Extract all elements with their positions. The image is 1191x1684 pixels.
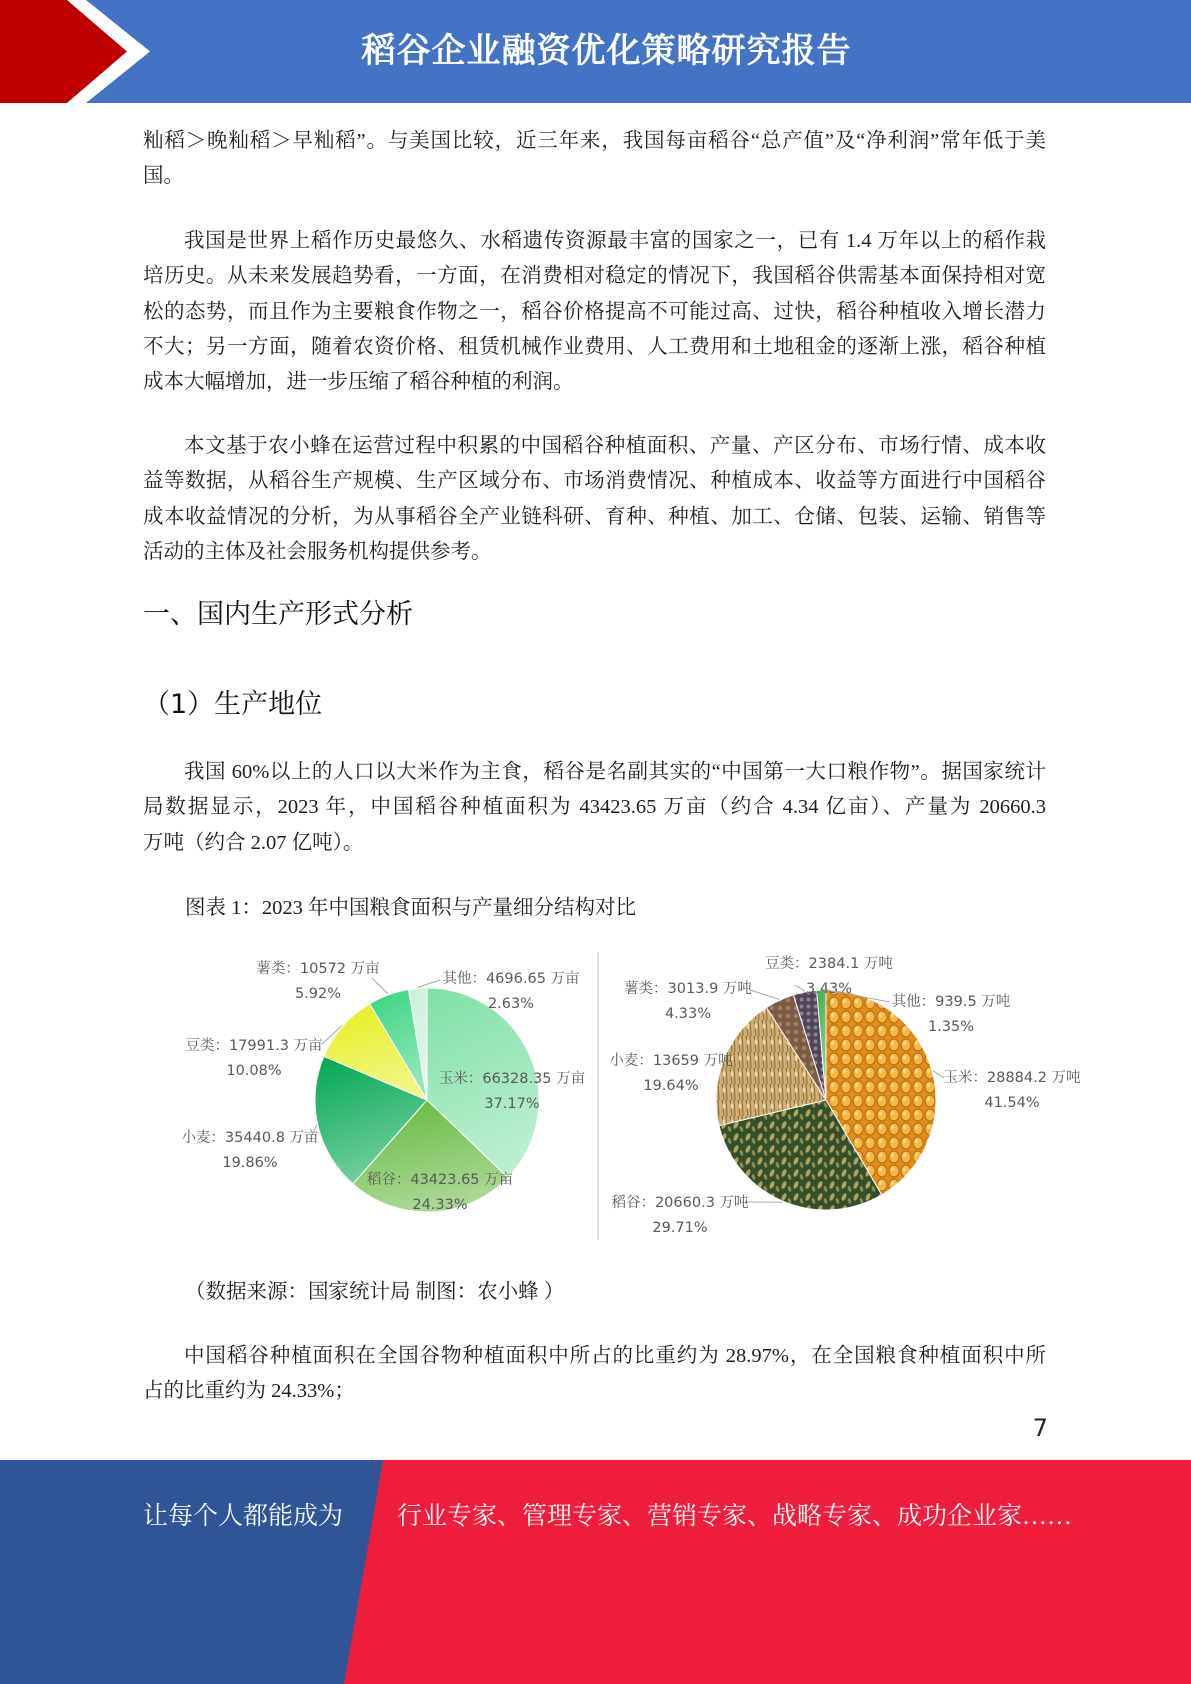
paragraph-line: 成本收益情况的分析，为从事稻谷全产业链科研、育种、种植、加工、仓储、包装、运输、销售等 [143,505,1046,528]
area-pie-leader-line-4 [372,978,388,994]
output-pie-leader-line-3 [750,990,779,999]
footer-banner [0,1460,1191,1684]
output-pie-percent-label-4: 3.43% [805,981,853,997]
paragraph-line: 我国 60%以上的人口以大米作为主食，稻谷是名副其实的“中国第一大口粮作物”。据国家统计 [184,761,1046,783]
paragraph-line: 益等数据，从稻谷生产规模、生产区域分布、市场消费情况、种植成本、收益等方面进行中国稻谷 [143,470,1046,493]
output-pie-percent-label-0: 41.54% [984,1095,1040,1111]
paragraph-line: 局数据显示，2023 年，中国稻谷种植面积为 43423.65 万亩（约合 4.34 亿亩）、产量为 20660.3 [143,796,1046,819]
area-pie-percent-label-4: 5.92% [294,986,342,1002]
area-pie-label-1: 稻谷：43423.65 万亩 [366,1172,514,1188]
area-pie-label-5: 其他：4696.65 万亩 [442,971,580,987]
figure-caption: 图表 1：2023 年中国粮食面积与产量细分结构对比 [185,897,636,919]
area-pie-percent-label-2: 19.86% [222,1155,278,1171]
paragraph-line: 松的态势，而且作为主要粮食作物之一，稻谷价格提高不可能过高、过快，稻谷种植收入增长潜力 [143,300,1046,323]
paragraph-line: 国。 [143,165,184,188]
output-pie-label-4: 豆类：2384.1 万吨 [765,956,893,972]
output-pie-leader-line-4 [795,985,805,991]
page-number: 7 [1032,1414,1048,1442]
report-title: 稻谷企业融资优化策略研究报告 [361,31,852,71]
output-pie-label-5: 其他：939.5 万吨 [891,994,1011,1010]
footer-blue-panel [0,1460,383,1684]
paragraph-line: 成本大幅增加，进一步压缩了稻谷种植的利润。 [143,371,574,394]
output-pie-percent-label-3: 4.33% [664,1006,712,1022]
area-pie-label-4: 薯类：10572 万亩 [256,961,380,977]
area-pie-percent-label-0: 37.17% [484,1096,540,1112]
paragraph-line: 占的比重约为 24.33%； [143,1380,355,1403]
subsection-heading: （1）生产地位 [143,689,323,720]
figure-source-note: （数据来源：国家统计局 制图：农小蜂 ） [185,1281,565,1303]
paragraph-line: 我国是世界上稻作历史最悠久、水稻遗传资源最丰富的国家之一，已有 1.4 万年以上的稻作栽 [184,230,1046,252]
header-banner [0,0,1191,103]
paragraph-line: 本文基于农小蜂在运营过程中积累的中国稻谷种植面积、产量、产区分布、市场行情、成本收 [184,435,1046,457]
area-pie-percent-label-1: 24.33% [412,1197,468,1213]
footer-roles-text: 行业专家、管理专家、营销专家、战略专家、成功企业家…… [397,1503,1073,1530]
paragraph-2 [143,224,1046,400]
output-pie-label-2: 小麦：13659 万吨 [609,1053,733,1069]
area-pie-leader-line-5 [418,980,440,987]
paragraph-4 [143,755,1046,861]
section-heading: 一、国内生产形式分析 [143,599,413,630]
paragraph-line: 培历史。从未来发展趋势看，一方面，在消费相对稳定的情况下，我国稻谷供需基本面保持相对宽 [143,265,1046,288]
area-pie-label-3: 豆类：17991.3 万亩 [185,1038,323,1054]
paragraph-5 [143,1339,1046,1410]
output-pie-percent-label-2: 19.64% [643,1078,699,1094]
paragraph-line: 不大；另一方面，随着农资价格、租赁机械作业费用、人工费用和土地租金的逐渐上涨，稻谷种植 [143,335,1046,358]
area-pie-label-2: 小麦：35440.8 万亩 [181,1130,319,1146]
output-pie [609,954,1080,1236]
output-pie-label-3: 薯类：3013.9 万吨 [624,981,752,997]
paragraph-line: 活动的主体及社会服务机构提供参考。 [143,540,492,563]
output-pie-label-1: 稻谷：20660.3 万吨 [611,1195,749,1211]
pie-charts-figure [0,940,1191,1250]
paragraph-line: 万吨（约合 2.07 亿吨）。 [143,831,364,854]
paragraph-line: 籼稻＞晚籼稻＞早籼稻”。与美国比较，近三年来，我国每亩稻谷“总产值”及“净利润”常年低于美 [143,130,1046,152]
area-pie [181,959,585,1213]
paragraph-3 [143,429,1046,570]
paragraph-line: 中国稻谷种植面积在全国谷物种植面积中所占的比重约为 28.97%，在全国粮食种植面积中所 [184,1345,1046,1367]
output-pie-label-0: 玉米：28884.2 万吨 [943,1070,1081,1086]
area-pie-percent-label-5: 2.63% [487,996,535,1012]
output-pie-percent-label-5: 1.35% [927,1019,975,1035]
output-pie-percent-label-1: 29.71% [652,1220,708,1236]
area-pie-percent-label-3: 10.08% [226,1063,282,1079]
footer-lead-text: 让每个人都能成为 [143,1503,344,1530]
output-pie-leader-line-0 [933,1071,944,1078]
footer-graphic [0,1460,1191,1684]
area-pie-label-0: 玉米：66328.35 万亩 [438,1071,586,1087]
paragraph-1 [143,124,1046,195]
